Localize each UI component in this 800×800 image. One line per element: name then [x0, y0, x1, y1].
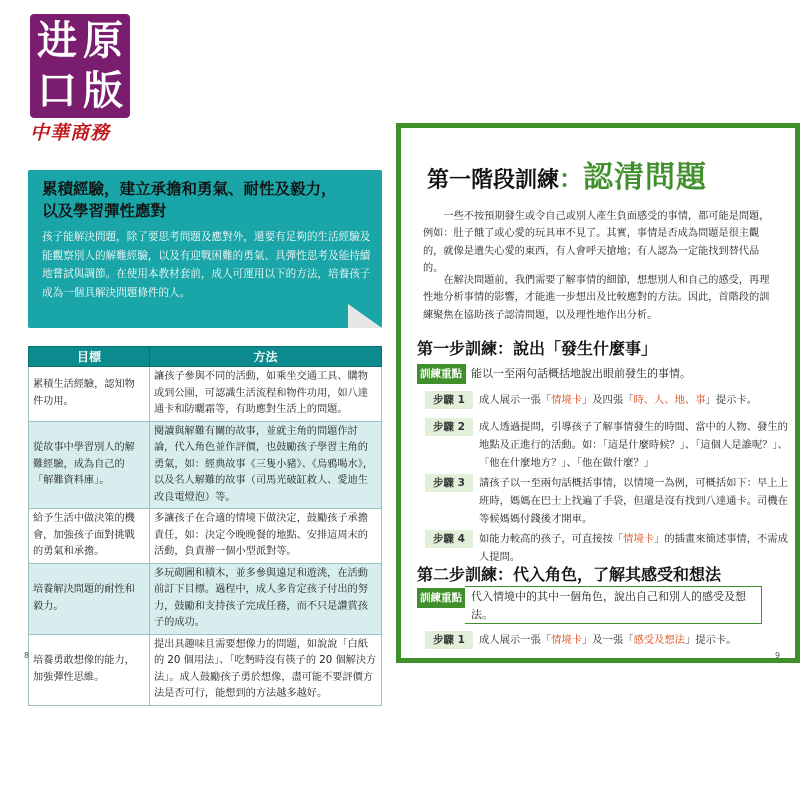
step-text-part: 如能力較高的孩子，可直接按「 — [479, 533, 624, 545]
highlight-card-name: 情境卡 — [551, 394, 582, 406]
step-tag: 步驟 2 — [425, 418, 473, 436]
method-cell: 多玩砌圖和積木，並多參與遠足和遊洮，在活動前訂下目標。過程中，成人多肯定孩子付出的努力，鼓勵和支持孩子完成任務，而不只是讚賞孩子的成功。 — [150, 563, 382, 634]
brand-logo-text: 中華商務 — [30, 122, 111, 144]
badge-char-4: 版 — [83, 67, 123, 114]
goal-cell: 培養解決問題的耐性和毅力。 — [29, 563, 150, 634]
banner-title — [42, 178, 372, 222]
step-text — [479, 631, 791, 649]
title-part-2: 認清問題 — [583, 160, 708, 195]
method-cell: 閱讀與解難有關的故事，並就主角的問題作討論，代入角色並作評價，也鼓勵孩子學習主角的勇氣，如：經典故事《三隻小豬》、《烏鴉喝水》，以及名人解難的故事（司馬光破缸救人、愛迪生改良電燈泡）等。 — [150, 421, 382, 509]
left-page — [18, 126, 390, 699]
title-part-1: 第一階段訓練 — [427, 168, 560, 193]
right-page — [396, 123, 800, 663]
goal-cell: 從故事中學習別人的解難經驗，成為自己的「解難資料庫」。 — [29, 421, 150, 509]
intro-banner — [28, 170, 382, 328]
step-text — [479, 391, 791, 409]
banner-title-line-2: 以及學習彈性應對 — [42, 202, 167, 220]
step-tag: 步驟 1 — [425, 391, 473, 409]
step-text-part: 成人展示一張「 — [479, 634, 552, 646]
goals-methods-table — [28, 346, 382, 706]
step-tag: 步驟 3 — [425, 474, 473, 492]
step2-heading: 第二步訓練：代入角色，了解其感受和想法 — [417, 565, 722, 584]
step-text-part: 成人展示一張「 — [479, 394, 552, 406]
method-cell: 提出具趣味且需要想像力的問題，如說說「白紙的 20 個用法」、「吃麪時沒有筷子的 20 個解決方法」。成人鼓勵孩子勇於想像，盡可能不要評價方法是否可行，能想到的方法越多越好。 — [150, 634, 382, 705]
table-row — [29, 509, 382, 564]
goal-cell: 培養勇敢想像的能力，加強彈性思維。 — [29, 634, 150, 705]
title-colon: ： — [559, 165, 584, 193]
banner-title-line-1: 累積經驗，建立承擔和勇氣、耐性及毅力， — [42, 180, 337, 198]
highlight-card-name: 感受及想法 — [633, 634, 685, 646]
badge-char-3: 口 — [37, 67, 77, 114]
banner-page-curl — [348, 304, 382, 328]
method-cell: 多讓孩子在合適的情境下做決定，鼓勵孩子承擔責任，如：決定今晚晚餐的地點、安排這周末的活動，負責辦一個小型派對等。 — [150, 509, 382, 564]
table-row — [29, 563, 382, 634]
step-text: 成人透過提問，引導孩子了解事情發生的時間、當中的人物、發生的地點及正進行的活動。如：「這是什麼時候？」、「這個人是誰呢？」、「他在什麼地方？」、「他在做什麼？」 — [479, 421, 788, 469]
goal-cell: 累積生活經驗，認知物件功用。 — [29, 367, 150, 422]
page-title — [427, 152, 797, 200]
table-row — [29, 367, 382, 422]
step-text-part: 」的插畫來簡述事情，不需成人提問。 — [479, 533, 788, 563]
page-number-right: 9 — [775, 651, 781, 660]
table-header-goal: 目標 — [29, 347, 150, 367]
step2-key-point: 代入情境中的其中一個角色，說出自己和別人的感受及想法。 — [471, 590, 746, 621]
publisher-badge — [30, 14, 130, 142]
step1-key-point: 能以一至兩句話概括地說出眼前發生的事情。 — [471, 367, 691, 380]
table-row — [29, 634, 382, 705]
page-number-left: 8 — [24, 651, 30, 660]
step-text-part: 」及四張「 — [581, 394, 634, 406]
step-text — [479, 530, 791, 566]
goal-cell: 給予生活中做決策的機會，加強孩子面對挑戰的勇氣和承擔。 — [29, 509, 150, 564]
step1-heading: 第一步訓練：說出「發生什麼事」 — [417, 339, 658, 358]
step-text-part: 」提示卡。 — [705, 394, 758, 406]
step-text-part: 」及一張「 — [581, 634, 634, 646]
table-header-method: 方法 — [150, 347, 382, 367]
step-tag: 步驟 1 — [425, 631, 473, 649]
intro-paragraph-1: 一些不按預期發生或令自己或別人產生負面感受的事情，都可能是問題，例如：肚子餓了或心愛的玩具車不見了。其實，事情是否成為問題是很主觀的，就像是遺失心愛的東西，有人會呼天搶地；有人認為一定能找到替代品的。 — [423, 211, 770, 275]
step-tag: 步驟 4 — [425, 530, 473, 548]
badge-char-1: 进 — [37, 17, 77, 64]
badge-box — [30, 14, 130, 118]
step-text: 請孩子以一至兩句話概括事情，以情境一為例，可概括如下：早上上班時，媽媽在巴士上找遍了手袋，但還是沒有找到八達通卡。司機在等候媽媽付錢後才開車。 — [479, 477, 788, 525]
highlight-card-name: 時、人、地、事 — [633, 394, 706, 406]
table-row — [29, 421, 382, 509]
key-point-label: 訓練重點 — [417, 364, 465, 384]
key-point-frame — [465, 364, 466, 384]
highlight-card-name: 情境卡 — [623, 533, 655, 545]
banner-body: 孩子能解決問題，除了要思考問題及應對外，還要有足夠的生活經驗及能觀察別人的解難經驗，以及有迎戰困難的勇氣、具彈性思考及能持續地嘗試與調節。在使用本教材套前，成人可運用以下的方法，培養孩子成為一個具解決問題條件的人。 — [42, 231, 371, 299]
step-text-part: 」提示卡。 — [684, 634, 737, 646]
key-point-label: 訓練重點 — [417, 588, 465, 608]
method-cell: 讓孩子參與不同的活動，如乘坐交通工具、購物或到公園，可認識生活流程和物件功用，如八達通卡和防曬霜等，有助應對生活上的問題。 — [150, 367, 382, 422]
highlight-card-name: 情境卡 — [551, 634, 582, 646]
intro-paragraph-2: 在解決問題前，我們需要了解事情的細節，想想別人和自己的感受，再理性地分析事情的影響，才能進一步想出及比較應對的方法。因此，首階段的訓練聚焦在協助孩子認清問題，以及理性地作出分析。 — [423, 275, 770, 321]
badge-char-2: 原 — [83, 17, 123, 64]
